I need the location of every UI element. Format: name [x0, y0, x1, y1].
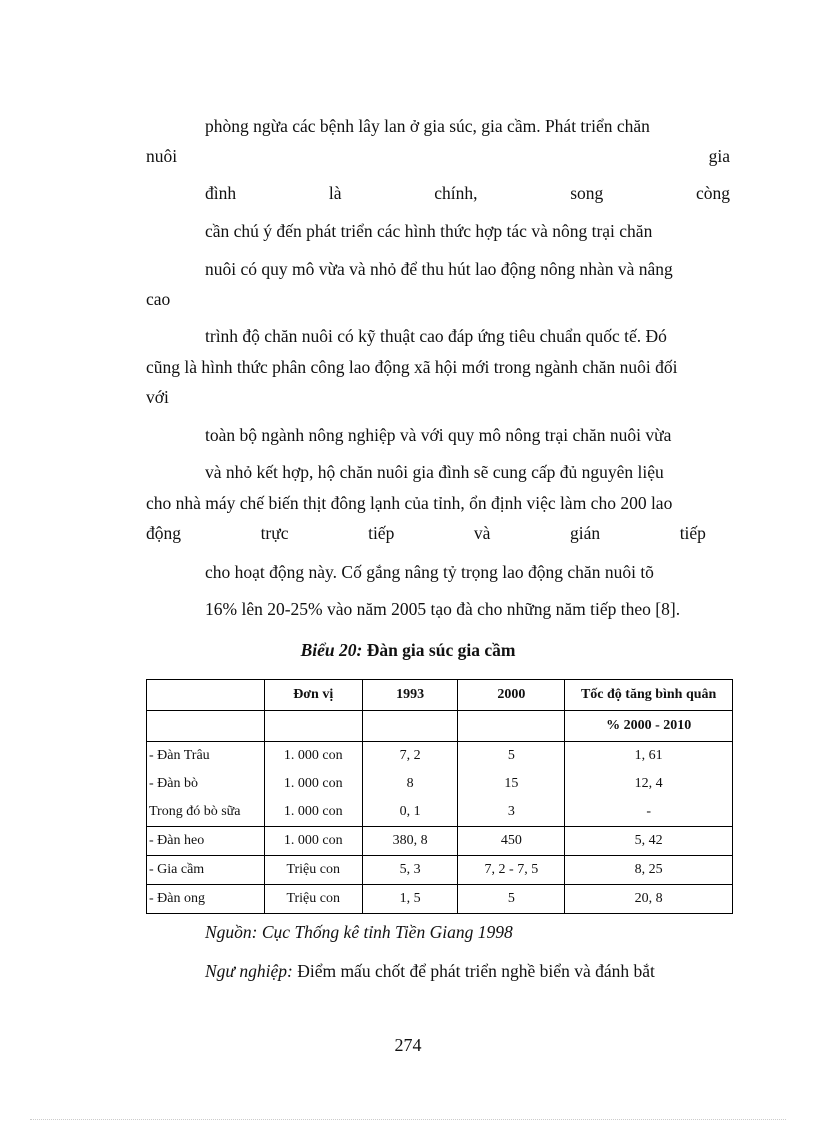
table-cell: 5	[458, 885, 565, 914]
word: song	[570, 183, 604, 203]
footer-divider	[30, 1119, 786, 1120]
text-line: cần chú ý đến phát triển các hình thức hợp tác và nông trại chăn	[205, 221, 653, 241]
text-line	[205, 182, 730, 204]
text-line: nuôi có quy mô vừa và nhỏ để thu hút lao động nông nhàn và nâng	[205, 259, 673, 279]
text-line: 16% lên 20-25% vào năm 2005 tạo đà cho những năm tiếp theo [8].	[205, 599, 681, 619]
word: đình	[205, 183, 237, 203]
table-cell: 8, 25	[565, 856, 733, 885]
text-line: cũng là hình thức phân công lao động xã hội mới trong ngành chăn nuôi đối	[146, 357, 678, 377]
table-cell: 5	[458, 742, 565, 771]
word: gia	[708, 146, 730, 166]
word: trực	[260, 523, 289, 543]
word: nuôi	[146, 146, 178, 166]
row-label: - Đàn heo	[147, 827, 265, 856]
table-row	[147, 770, 733, 798]
table-cell: 7, 2 - 7, 5	[458, 856, 565, 885]
table-cell: 1. 000 con	[264, 827, 362, 856]
header-cell: Đơn vị	[264, 680, 362, 711]
table-row	[147, 742, 733, 771]
header-cell: 2000	[458, 680, 565, 711]
table-cell: -	[565, 798, 733, 827]
table-cell: 1, 61	[565, 742, 733, 771]
table-cell: 3	[458, 798, 565, 827]
word: và	[473, 523, 491, 543]
table-cell: 380, 8	[362, 827, 458, 856]
row-label: - Đàn Trâu	[147, 742, 265, 771]
text-line: cao	[146, 289, 171, 309]
section-label: Ngư nghiệp:	[205, 961, 293, 981]
table-cell: 1. 000 con	[264, 798, 362, 827]
table-cell: 1. 000 con	[264, 770, 362, 798]
text-line	[146, 522, 706, 544]
table-cell: 450	[458, 827, 565, 856]
source-note: Nguồn: Cục Thống kê tỉnh Tiền Giang 1998	[205, 922, 513, 942]
table-title	[0, 640, 816, 661]
table-row	[147, 856, 733, 885]
text-line: trình độ chăn nuôi có kỹ thuật cao đáp ứng tiêu chuẩn quốc tế. Đó	[205, 326, 667, 346]
text-line: cho nhà máy chế biến thịt đông lạnh của tỉnh, ổn định việc làm cho 200 lao	[146, 493, 673, 513]
word: gián	[569, 523, 601, 543]
table-cell: 7, 2	[362, 742, 458, 771]
row-label: - Gia cầm	[147, 856, 265, 885]
table-row	[147, 798, 733, 827]
table-cell: 12, 4	[565, 770, 733, 798]
header-cell	[147, 711, 265, 742]
section-text: Điểm mấu chốt để phát triển nghề biển và đánh bắt	[292, 961, 655, 981]
text-line: và nhỏ kết hợp, hộ chăn nuôi gia đình sẽ cung cấp đủ nguyên liệu	[205, 462, 664, 482]
table-cell: 8	[362, 770, 458, 798]
table-cell: Triệu con	[264, 856, 362, 885]
table-row	[147, 827, 733, 856]
header-cell	[264, 711, 362, 742]
page-number: 274	[394, 1035, 422, 1055]
header-cell: % 2000 - 2010	[565, 711, 733, 742]
next-paragraph	[205, 960, 655, 982]
table-cell: 1. 000 con	[264, 742, 362, 771]
text-line: cho hoạt động này. Cố gắng nâng tỷ trọng lao động chăn nuôi tõ	[205, 562, 654, 582]
header-cell: 1993	[362, 680, 458, 711]
table-cell: 15	[458, 770, 565, 798]
table-row	[147, 885, 733, 914]
header-cell	[147, 680, 265, 711]
table-cell: 5, 3	[362, 856, 458, 885]
table-header-row	[147, 680, 733, 711]
word: động	[146, 523, 181, 543]
header-cell	[362, 711, 458, 742]
word: chính,	[434, 183, 478, 203]
text-line: với	[146, 387, 169, 407]
text-line: phòng ngừa các bệnh lây lan ở gia súc, gia cầm. Phát triển chăn	[205, 116, 650, 136]
header-cell: Tốc độ tăng bình quân	[565, 680, 733, 711]
text-line	[146, 145, 730, 167]
table-cell: Triệu con	[264, 885, 362, 914]
livestock-table	[146, 679, 733, 914]
word: còng	[695, 183, 730, 203]
header-cell	[458, 711, 565, 742]
table-label: Biểu 20:	[300, 640, 363, 660]
table-caption: Đàn gia súc gia cầm	[362, 640, 516, 660]
row-label: Trong đó bò sữa	[147, 798, 265, 827]
word: tiếp	[679, 523, 706, 543]
table-cell: 1, 5	[362, 885, 458, 914]
table-subheader-row	[147, 711, 733, 742]
word: tiếp	[368, 523, 395, 543]
word: là	[328, 183, 342, 203]
row-label: - Đàn bò	[147, 770, 265, 798]
table-cell: 20, 8	[565, 885, 733, 914]
text-line: toàn bộ ngành nông nghiệp và với quy mô nông trại chăn nuôi vừa	[205, 425, 672, 445]
row-label: - Đàn ong	[147, 885, 265, 914]
table-cell: 5, 42	[565, 827, 733, 856]
table-cell: 0, 1	[362, 798, 458, 827]
